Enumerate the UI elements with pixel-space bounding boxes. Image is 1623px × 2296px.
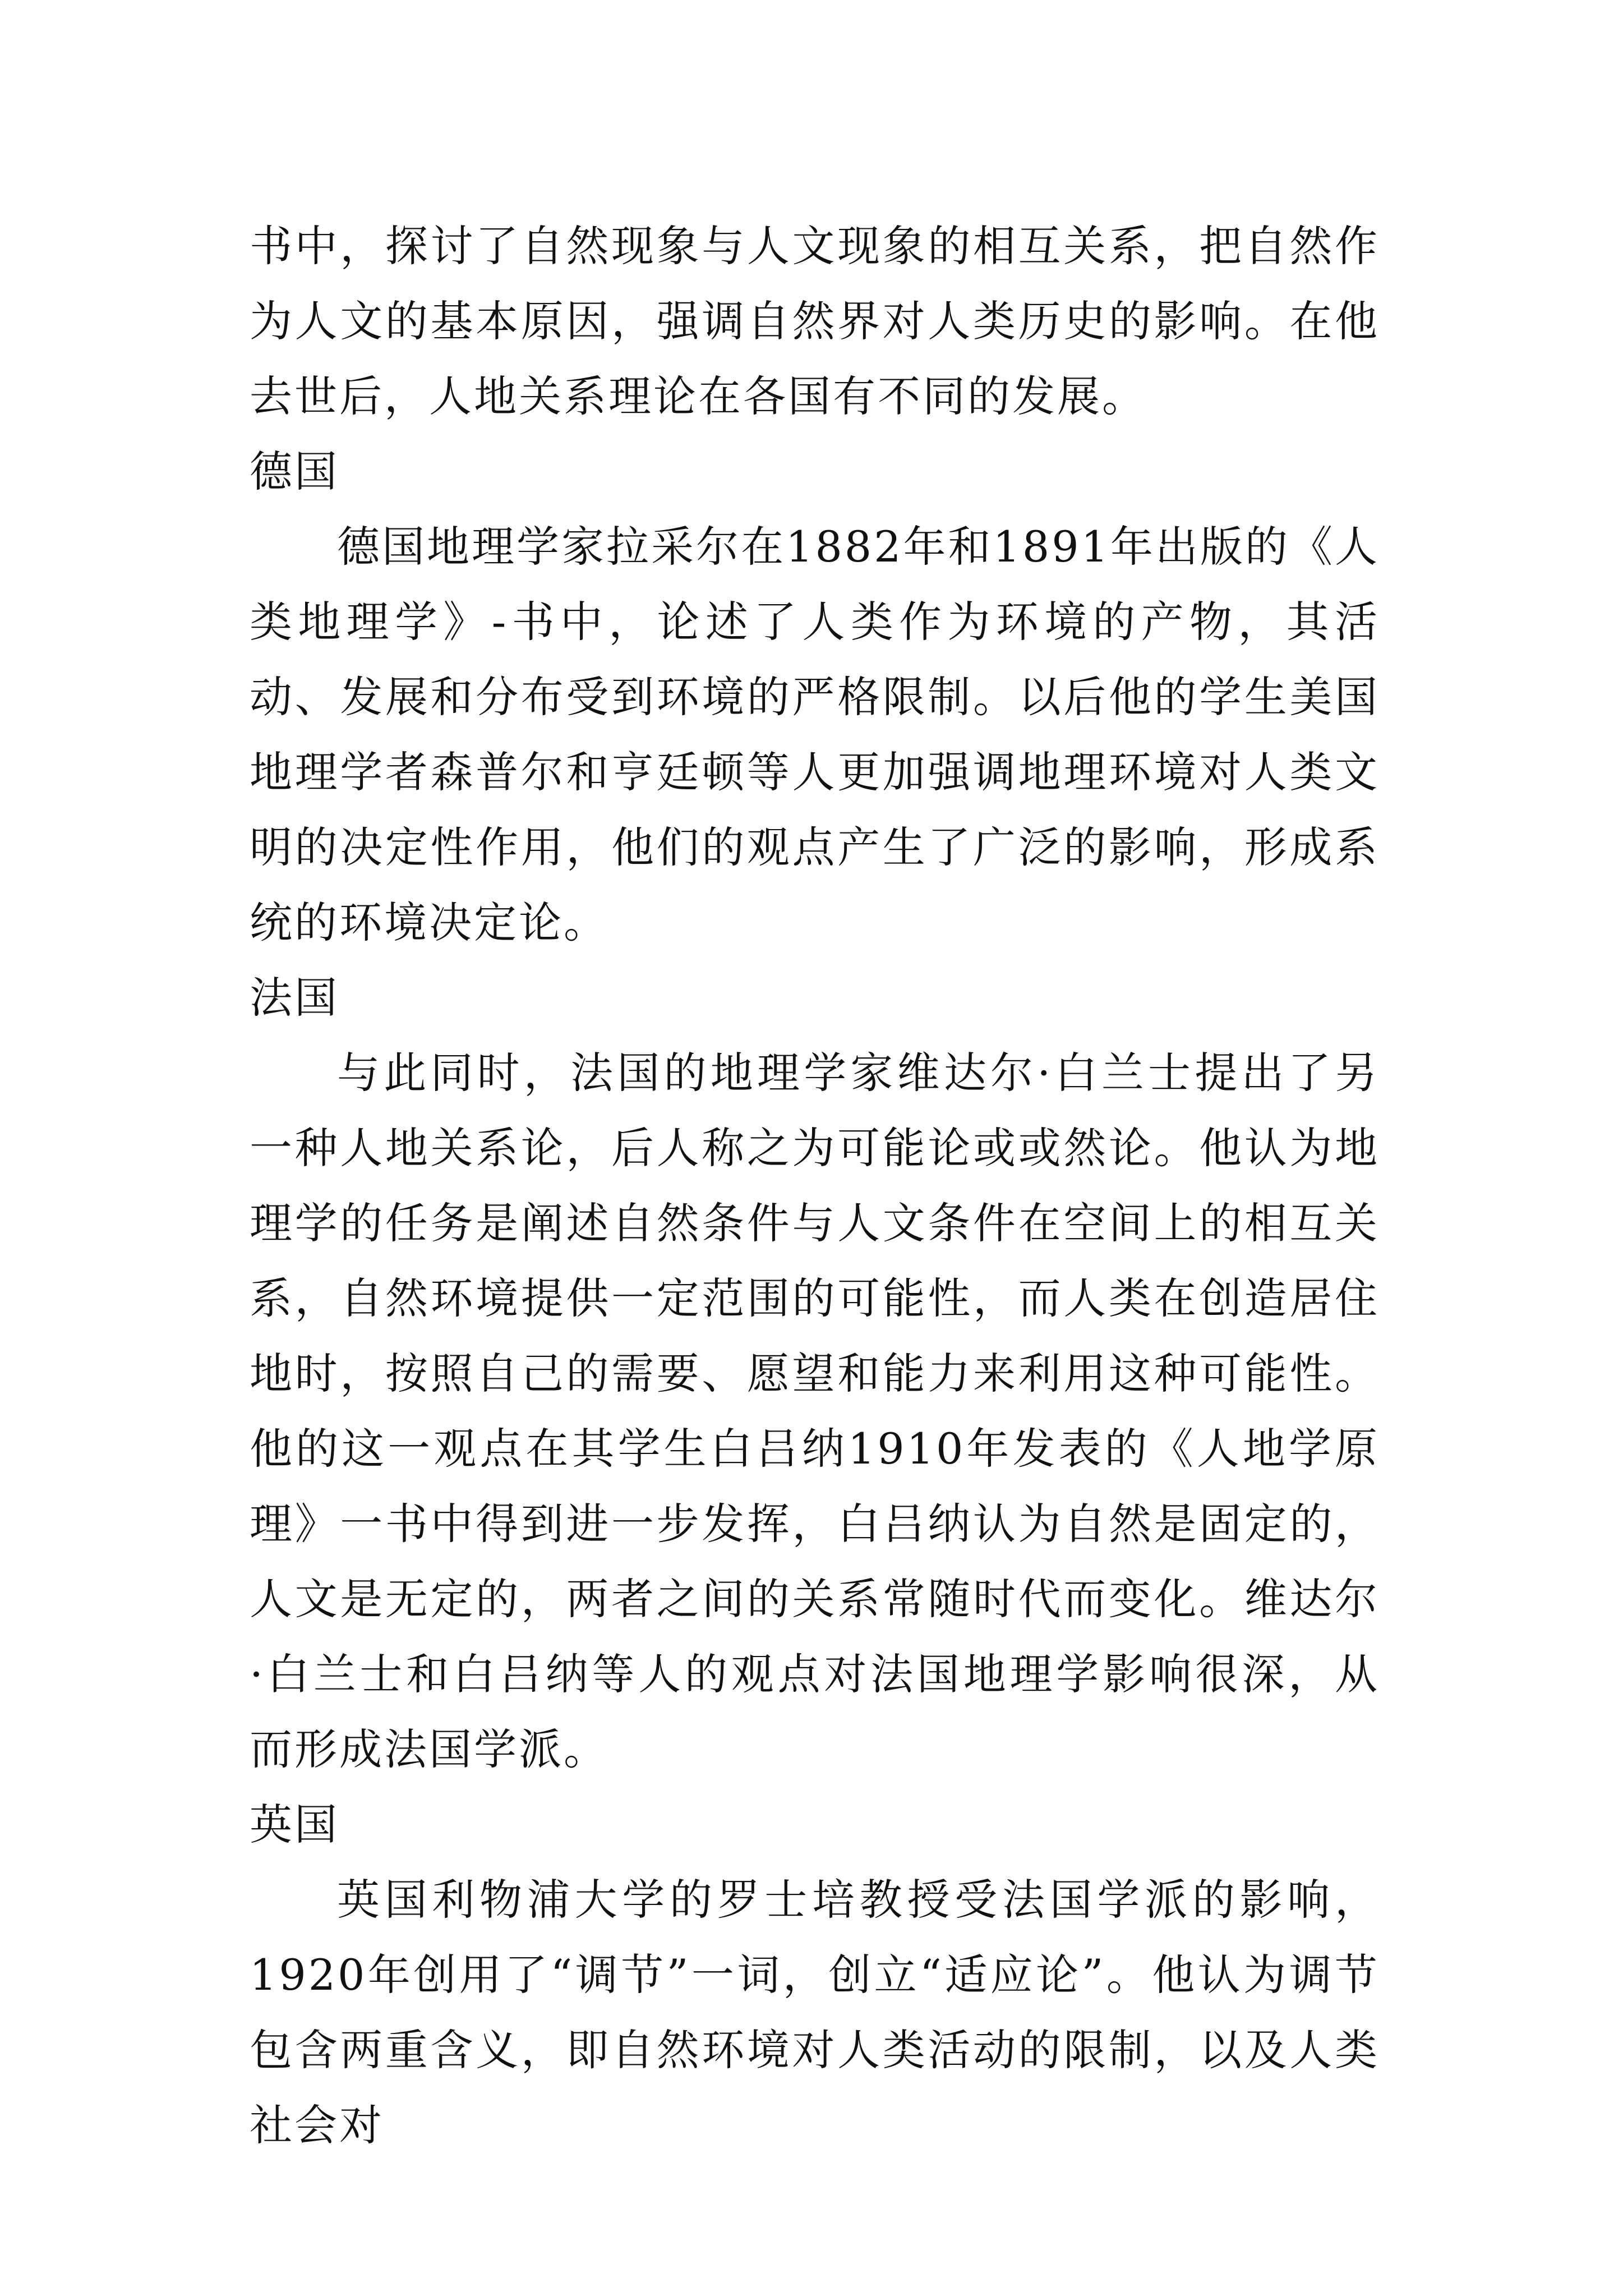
paragraph-continuation: 书中，探讨了自然现象与人文现象的相互关系，把自然作为人文的基本原因，强调自然界对人类历史的影响。在他去世后，人地关系理论在各国有不同的发展。 xyxy=(250,221,1380,421)
section-heading-britain: 英国 xyxy=(250,1800,339,1849)
paragraph-germany: 德国地理学家拉采尔在1882年和1891年出版的《人类地理学》-书中，论述了人类作为环境的产物，其活动、发展和分布受到环境的严格限制。以后他的学生美国地理学者森普尔和亨廷顿等人更加强调地理环境对人类文明的决定性作用，他们的观点产生了广泛的影响，形成系统的环境决定论。 xyxy=(250,522,1380,947)
section-heading-france: 法国 xyxy=(250,973,339,1023)
section-heading-germany: 德国 xyxy=(250,447,339,496)
paragraph-britain: 英国利物浦大学的罗士培教授受法国学派的影响，1920年创用了“调节”一词，创立“适应论”。他认为调节包含两重含义，即自然环境对人类活动的限制，以及人类社会对 xyxy=(250,1875,1380,2150)
document-body xyxy=(250,209,1380,2163)
paragraph-france: 与此同时，法国的地理学家维达尔·白兰士提出了另一种人地关系论，后人称之为可能论或或然论。他认为地理学的任务是阐述自然条件与人文条件在空间上的相互关系，自然环境提供一定范围的可能性，而人类在创造居住地时，按照自己的需要、愿望和能力来利用这种可能性。他的这一观点在其学生白吕纳1910年发表的《人地学原理》一书中得到进一步发挥，白吕纳认为自然是固定的，人文是无定的，两者之间的关系常随时代而变化。维达尔·白兰士和白吕纳等人的观点对法国地理学影响很深，从而形成法国学派。 xyxy=(250,1048,1380,1774)
